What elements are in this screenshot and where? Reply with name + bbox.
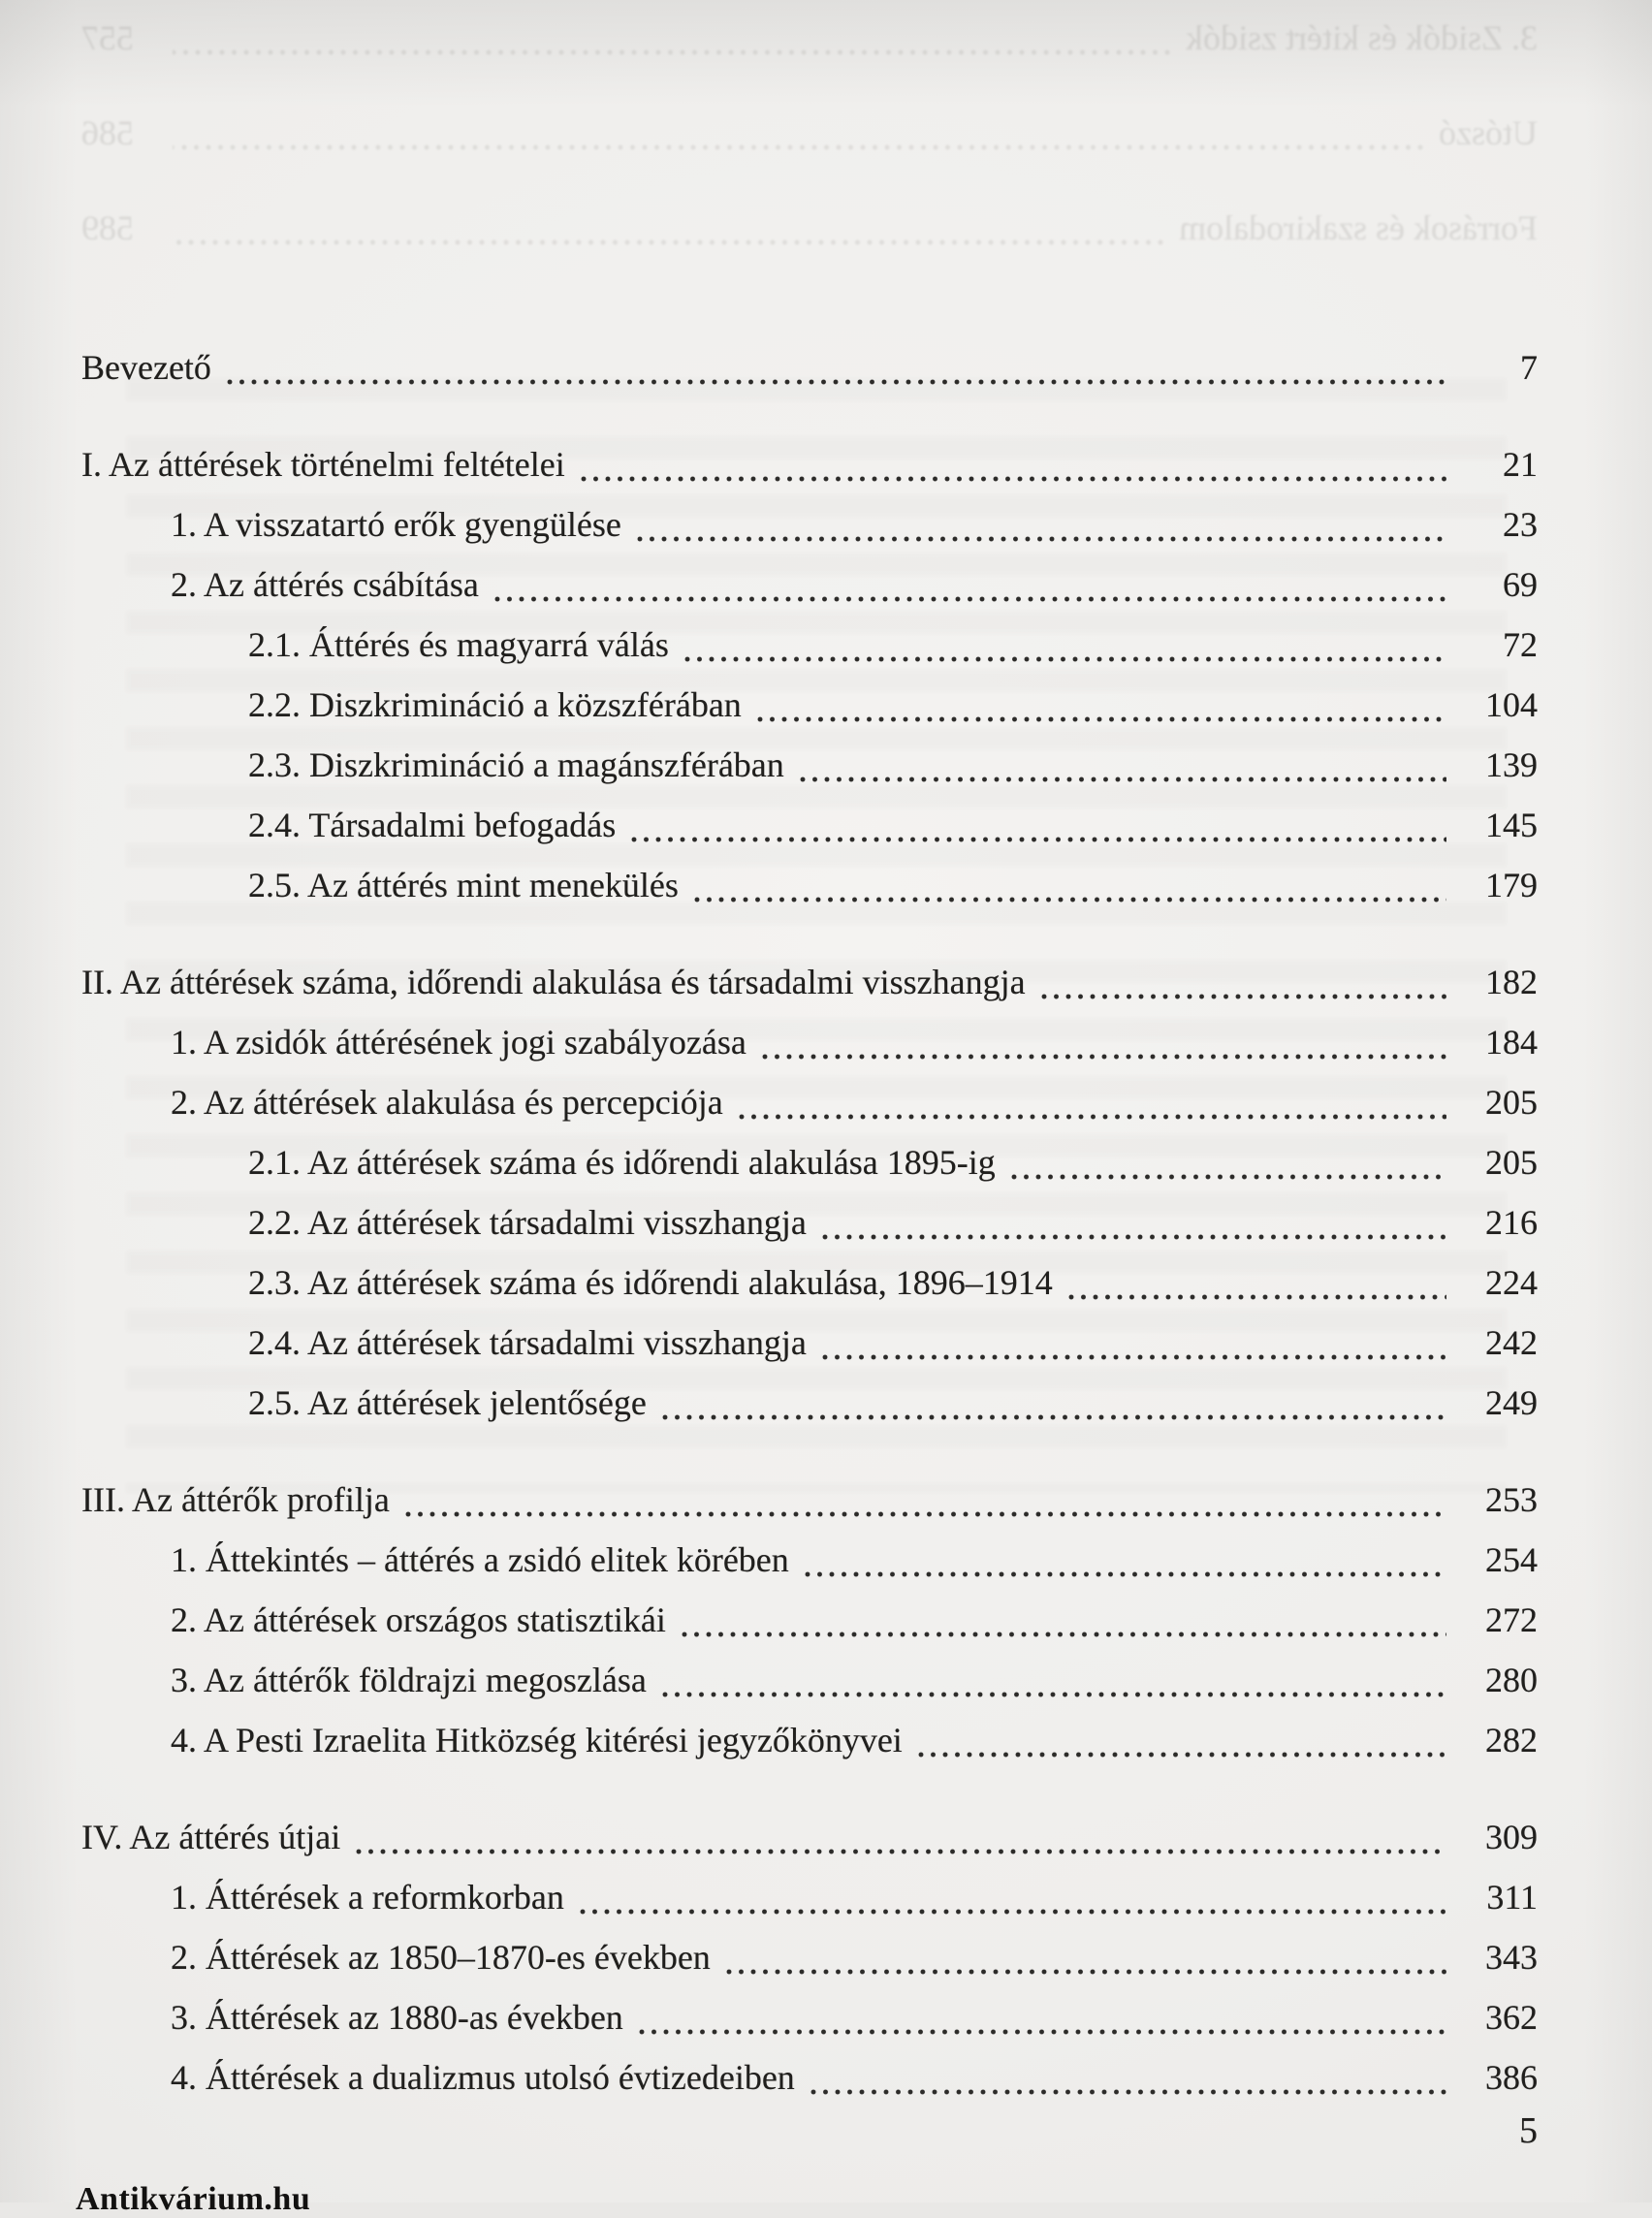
watermark: Antikvárium.hu [76, 2181, 311, 2217]
toc-entry-page: 586 [81, 113, 134, 152]
toc-entry-page: 343 [1485, 1938, 1538, 1977]
toc-row [81, 1252, 1538, 1313]
toc-entry-page: 182 [1485, 963, 1538, 1001]
toc-row [81, 2047, 1538, 2107]
toc-row [81, 554, 1538, 615]
toc-row [81, 855, 1538, 915]
toc-entry-label: Források és szakirodalom [1179, 208, 1538, 247]
dot-leader [171, 198, 1165, 258]
dot-leader [692, 855, 1448, 915]
toc-entry-page: 280 [1485, 1661, 1538, 1699]
toc-section [81, 1470, 1538, 1770]
dot-leader [683, 615, 1448, 675]
toc-entry-label: 1. A visszatartó erők gyengülése [171, 505, 621, 544]
toc-entry-label: 2.3. Diszkrimináció a magánszférában [248, 745, 784, 784]
dot-leader [820, 1192, 1448, 1252]
toc-entry-label: 2. Az áttérések országos statisztikái [171, 1600, 666, 1639]
toc-row [81, 735, 1538, 795]
toc-row [81, 198, 1538, 258]
toc-row [81, 1192, 1538, 1252]
toc-entry-page: 205 [1485, 1143, 1538, 1182]
toc-entry-label: III. Az áttérők profilja [81, 1480, 390, 1519]
toc-row [81, 1012, 1538, 1072]
toc-entry-label: Utószó [1439, 113, 1538, 152]
toc-entry-label: 2. Áttérések az 1850–1870-es években [171, 1938, 711, 1977]
toc-entry-label: 4. Áttérések a dualizmus utolsó évtizedeiben [171, 2058, 795, 2097]
toc-row [81, 1927, 1538, 1987]
toc-entry-label: 2.2. Az áttérések társadalmi visszhangja [248, 1203, 807, 1242]
toc-entry-label: 2. Az áttérések alakulása és percepciója [171, 1083, 723, 1122]
toc-entry-label: 1. A zsidók áttérésének jogi szabályozása [171, 1023, 747, 1061]
dot-leader [578, 1867, 1448, 1927]
toc-entry-page: 282 [1485, 1721, 1538, 1759]
dot-leader [1039, 952, 1448, 1012]
dot-leader [629, 795, 1448, 855]
toc-entry-label: 1. Áttérések a reformkorban [171, 1878, 564, 1917]
dot-leader [916, 1710, 1448, 1770]
toc-entry-label: 3. Áttérések az 1880-as években [171, 1998, 623, 2037]
toc-row [81, 434, 1538, 494]
toc-row [81, 337, 1538, 397]
toc-entry-label: II. Az áttérések száma, időrendi alakulása és társadalmi visszhangja [81, 963, 1026, 1001]
toc-entry-page: 311 [1486, 1878, 1538, 1917]
toc-row [81, 1132, 1538, 1192]
toc-row [81, 1867, 1538, 1927]
toc-row [81, 103, 1538, 163]
toc-entry-page: 386 [1485, 2058, 1538, 2097]
toc-entry-label: 2.2. Diszkrimináció a közszférában [248, 685, 742, 724]
dot-leader [492, 554, 1448, 615]
dot-leader [755, 675, 1448, 735]
toc-entry-page: 21 [1503, 445, 1538, 484]
toc-entry-page: 216 [1485, 1203, 1538, 1242]
toc-entry-page: 589 [81, 208, 134, 247]
toc-entry-page: 557 [81, 18, 134, 57]
toc-row [81, 795, 1538, 855]
toc-entry-label: 2.1. Áttérés és magyarrá válás [248, 625, 669, 664]
dot-leader [660, 1650, 1448, 1710]
dot-leader [820, 1313, 1448, 1373]
toc-entry-page: 224 [1485, 1263, 1538, 1302]
toc-row [81, 615, 1538, 675]
toc-row [81, 675, 1538, 735]
dot-leader [1066, 1252, 1448, 1313]
toc-row [81, 1590, 1538, 1650]
toc-entry-page: 272 [1485, 1600, 1538, 1639]
dot-leader [1009, 1132, 1448, 1192]
dot-leader [803, 1530, 1448, 1590]
dot-leader [680, 1590, 1448, 1650]
toc-entry-page: 145 [1485, 806, 1538, 844]
toc-row [81, 1710, 1538, 1770]
toc-row [81, 1313, 1538, 1373]
toc-entry-page: 254 [1485, 1540, 1538, 1579]
toc-section [81, 337, 1538, 397]
toc-entry-label: 2. Az áttérés csábítása [171, 565, 479, 604]
dot-leader [809, 2047, 1448, 2107]
toc-row [81, 1072, 1538, 1132]
toc-entry-page: 139 [1485, 745, 1538, 784]
dot-leader [354, 1807, 1448, 1867]
dot-leader [579, 434, 1448, 494]
toc-entry-label: 3. Zsidók és kitért zsidók [1186, 18, 1538, 57]
toc-entry-page: 205 [1485, 1083, 1538, 1122]
toc-entry-label: 2.1. Az áttérések száma és időrendi alakulása 1895-ig [248, 1143, 996, 1182]
toc-row [81, 1650, 1538, 1710]
toc-entry-label: 3. Az áttérők földrajzi megoszlása [171, 1661, 647, 1699]
toc-entry-page: 362 [1485, 1998, 1538, 2037]
dot-leader [798, 735, 1448, 795]
toc-entry-label: 4. A Pesti Izraelita Hitközség kitérési jegyzőkönyvei [171, 1721, 903, 1759]
table-of-contents [81, 337, 1538, 2107]
toc-entry-label: 2.4. Társadalmi befogadás [248, 806, 617, 844]
dot-leader [760, 1012, 1448, 1072]
toc-entry-page: 23 [1503, 505, 1538, 544]
toc-entry-page: 69 [1503, 565, 1538, 604]
toc-row [81, 1987, 1538, 2047]
toc-entry-label: 1. Áttekintés – áttérés a zsidó elitek körében [171, 1540, 789, 1579]
toc-entry-page: 179 [1485, 866, 1538, 904]
toc-entry-page: 7 [1520, 348, 1538, 387]
toc-entry-label: I. Az áttérések történelmi feltételei [81, 445, 565, 484]
dot-leader [171, 8, 1172, 68]
toc-row [81, 8, 1538, 68]
toc-row [81, 952, 1538, 1012]
dot-leader [403, 1470, 1448, 1530]
toc-row [81, 1470, 1538, 1530]
toc-entry-page: 184 [1485, 1023, 1538, 1061]
toc-row [81, 1807, 1538, 1867]
toc-entry-label: 2.5. Az áttérések jelentősége [248, 1383, 647, 1422]
toc-entry-label: 2.4. Az áttérések társadalmi visszhangja [248, 1323, 807, 1362]
toc-entry-label: 2.5. Az áttérés mint menekülés [248, 866, 679, 904]
toc-entry-page: 242 [1485, 1323, 1538, 1362]
toc-row [81, 1373, 1538, 1433]
toc-entry-label: IV. Az áttérés útjai [81, 1818, 341, 1856]
toc-row [81, 494, 1538, 554]
dot-leader [660, 1373, 1448, 1433]
toc-section [81, 434, 1538, 915]
toc-entry-label: Bevezető [81, 348, 211, 387]
dot-leader [724, 1927, 1448, 1987]
toc-entry-page: 104 [1485, 685, 1538, 724]
dot-leader [635, 494, 1448, 554]
toc-entry-page: 309 [1485, 1818, 1538, 1856]
toc-entry-page: 253 [1485, 1480, 1538, 1519]
toc-row [81, 1530, 1538, 1590]
dot-leader [737, 1072, 1448, 1132]
dot-leader [225, 337, 1448, 397]
toc-section [81, 952, 1538, 1433]
toc-section [81, 1807, 1538, 2107]
toc-entry-label: 2.3. Az áttérések száma és időrendi alakulása, 1896–1914 [248, 1263, 1053, 1302]
toc-entry-page: 249 [1485, 1383, 1538, 1422]
dot-leader [171, 103, 1425, 163]
page-number: 5 [1519, 2110, 1538, 2151]
toc-entry-page: 72 [1503, 625, 1538, 664]
bleedthrough-text [81, 8, 1538, 293]
dot-leader [637, 1987, 1448, 2047]
